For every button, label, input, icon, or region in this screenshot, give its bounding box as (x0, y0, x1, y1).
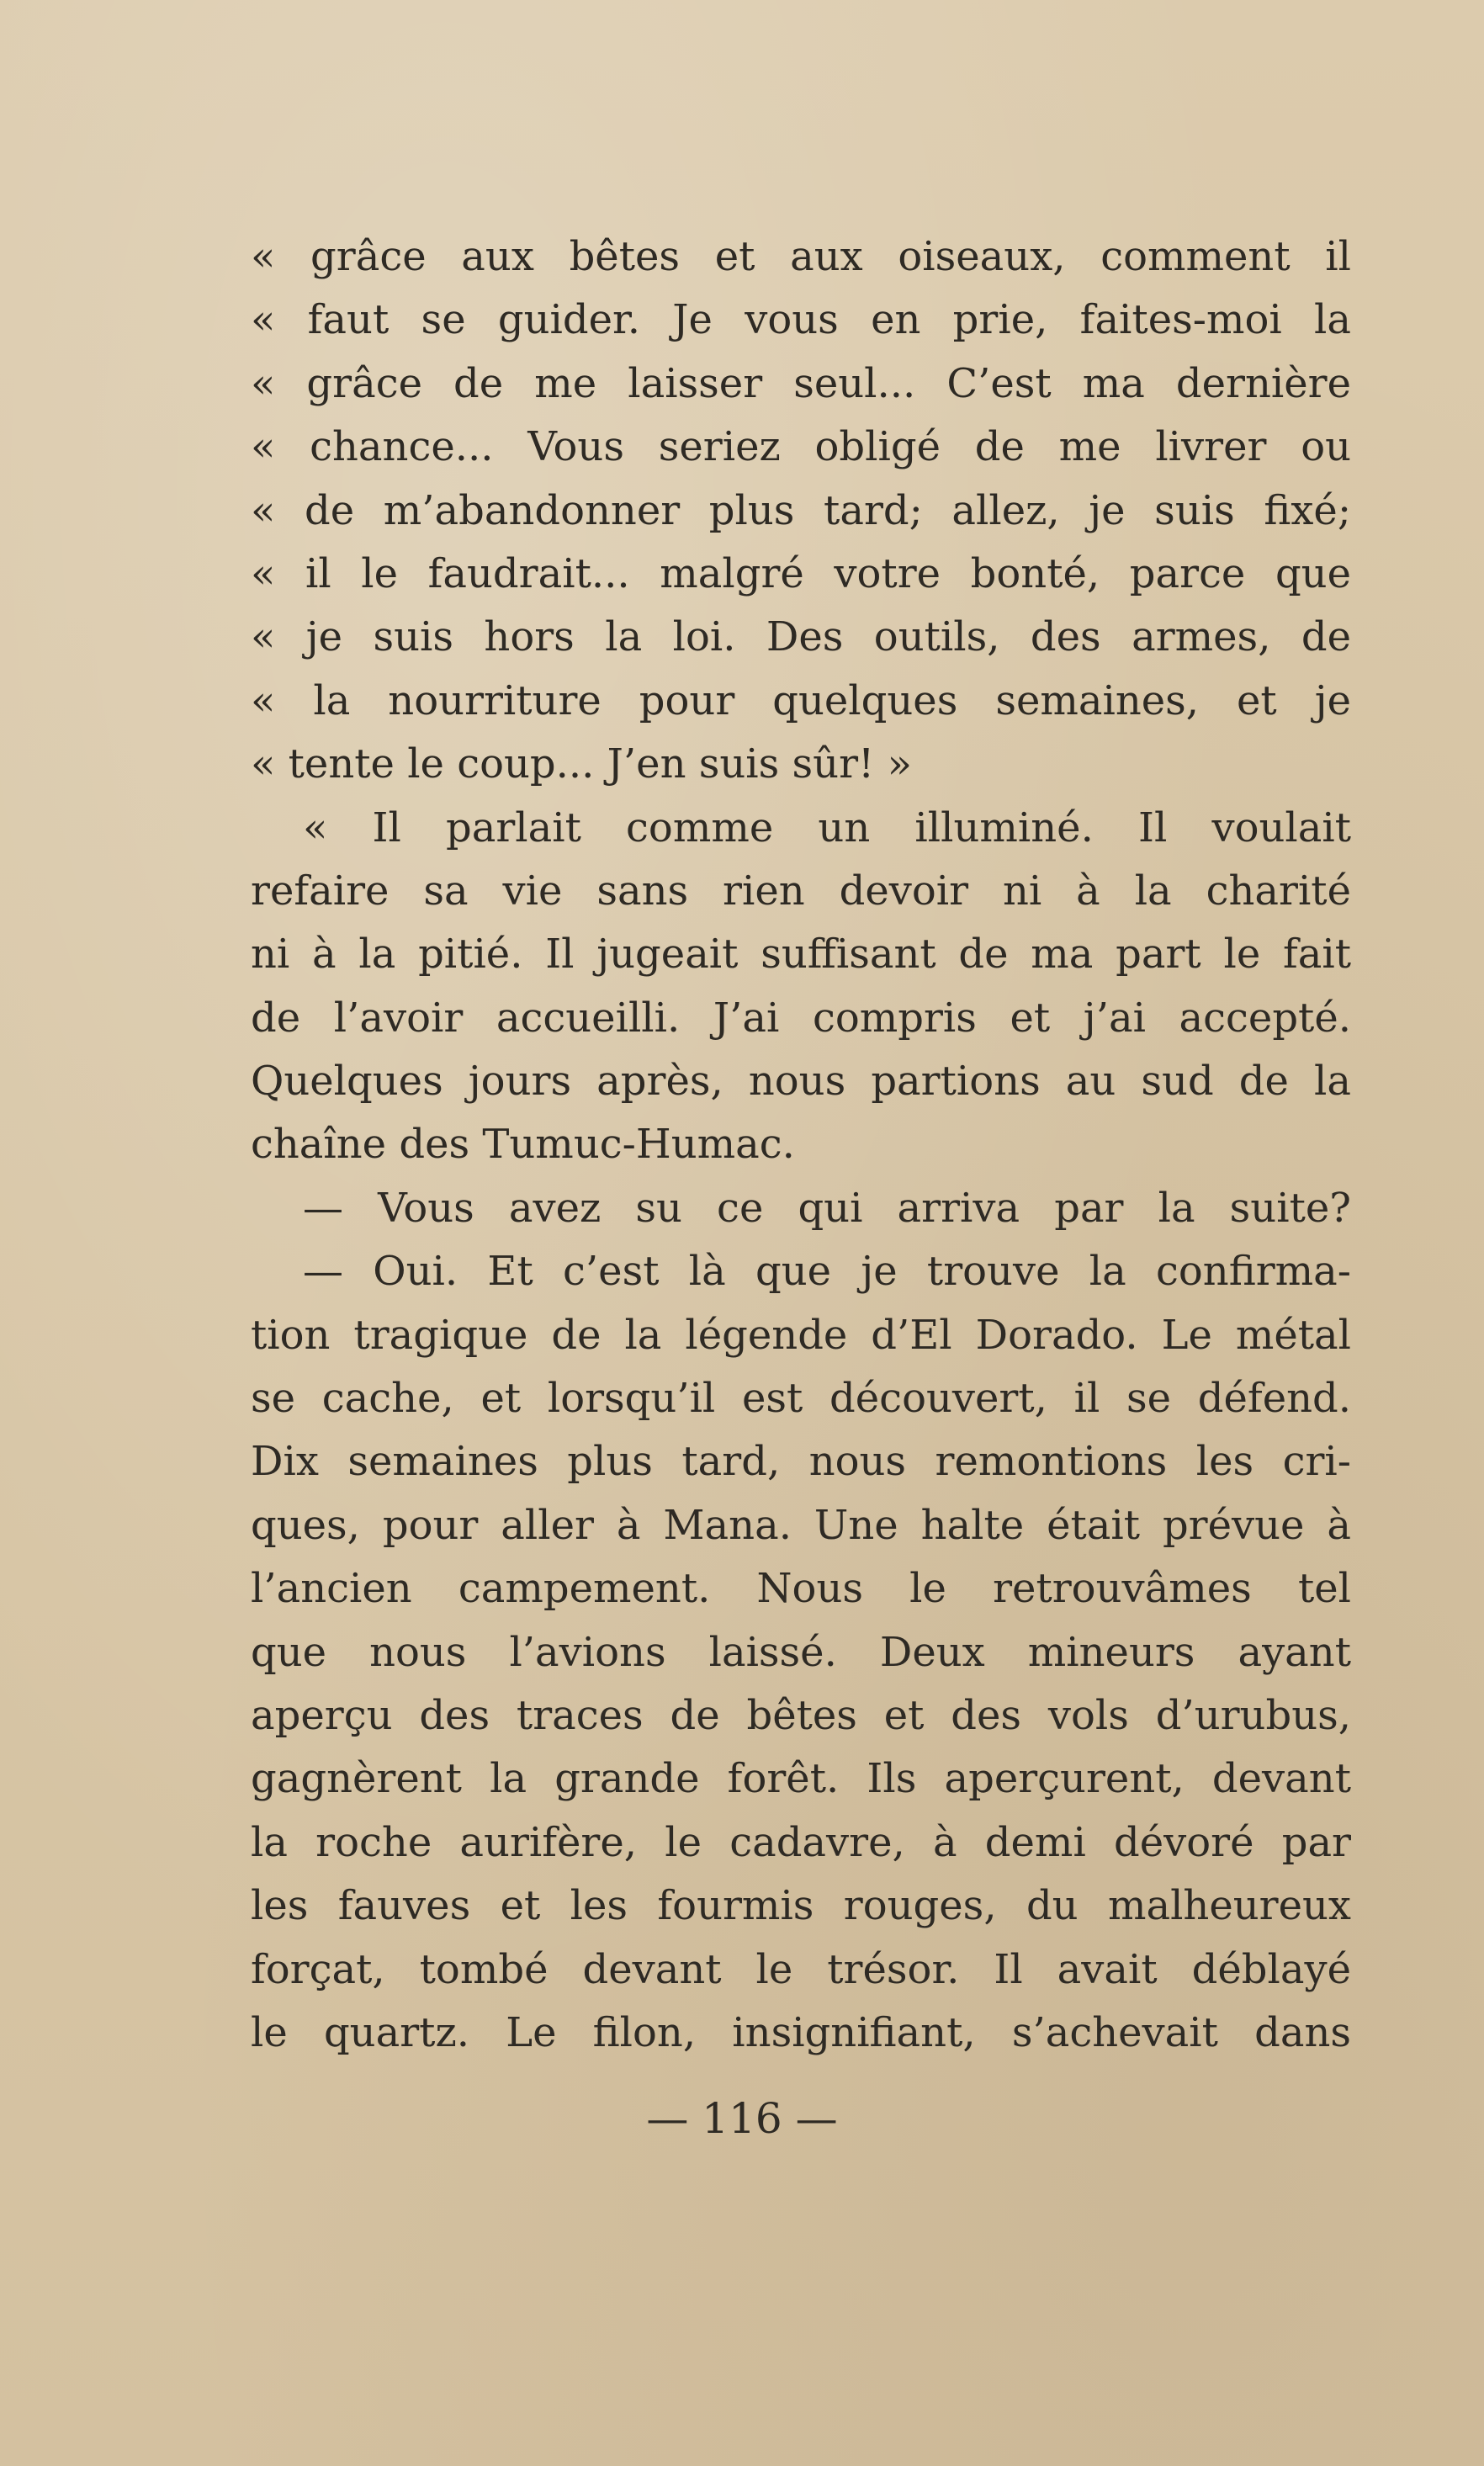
text-line: « il le faudrait... malgré votre bonté, parce que (251, 549, 1351, 597)
page-number: — 116 — (646, 2094, 838, 2143)
text-line: « de m’abandonner plus tard; allez, je suis fixé; (251, 486, 1351, 534)
text-line: se cache, et lorsqu’il est découvert, il se défend. (251, 1375, 1351, 1423)
text-line: refaire sa vie sans rien devoir ni à la charité (251, 867, 1351, 915)
text-line: le quartz. Le filon, insignifiant, s’achevait dans (251, 2008, 1351, 2056)
text-line: Quelques jours après, nous partions au sud de la (251, 1058, 1351, 1106)
text-line: chaîne des Tumuc-Humac. (251, 1121, 795, 1169)
text-line: « la nourriture pour quelques semaines, et je (251, 676, 1351, 724)
text-line: Dix semaines plus tard, nous remontions les cri- (251, 1438, 1351, 1486)
text-line: « tente le coup... J’en suis sûr! » (251, 740, 912, 788)
text-line: gagnèrent la grande forêt. Ils aperçurent, devant (251, 1755, 1351, 1803)
text-line: de l’avoir accueilli. J’ai compris et j’ai accepté. (251, 994, 1351, 1042)
text-line: « grâce de me laisser seul... C’est ma dernière (251, 359, 1351, 407)
text-line: « faut se guider. Je vous en prie, faites-moi la (251, 296, 1351, 344)
text-line: « grâce aux bêtes et aux oiseaux, comment il (251, 233, 1351, 280)
text-line: l’ancien campement. Nous le retrouvâmes tel (251, 1565, 1351, 1613)
text-line: — Oui. Et c’est là que je trouve la confirma- (303, 1248, 1351, 1296)
text-line: « chance... Vous seriez obligé de me livrer ou (251, 423, 1351, 471)
text-line: aperçu des traces de bêtes et des vols d’urubus, (251, 1691, 1351, 1739)
body-text (251, 225, 1351, 2065)
text-line: « je suis hors la loi. Des outils, des armes, de (251, 613, 1351, 661)
text-line: forçat, tombé devant le trésor. Il avait déblayé (251, 1945, 1351, 1993)
text-line: la roche aurifère, le cadavre, à demi dévoré par (251, 1818, 1351, 1866)
text-line: tion tragique de la légende d’El Dorado. Le métal (251, 1311, 1351, 1359)
text-line: — Vous avez su ce qui arriva par la suite? (303, 1184, 1351, 1232)
text-line: ni à la pitié. Il jugeait suffisant de ma part le fait (251, 931, 1351, 978)
text-line: que nous l’avions laissé. Deux mineurs ayant (251, 1628, 1351, 1676)
text-line: les fauves et les fourmis rouges, du malheureux (251, 1882, 1351, 1930)
text-line: « Il parlait comme un illuminé. Il voulait (303, 803, 1351, 851)
text-line: ques, pour aller à Mana. Une halte était prévue à (251, 1501, 1351, 1549)
